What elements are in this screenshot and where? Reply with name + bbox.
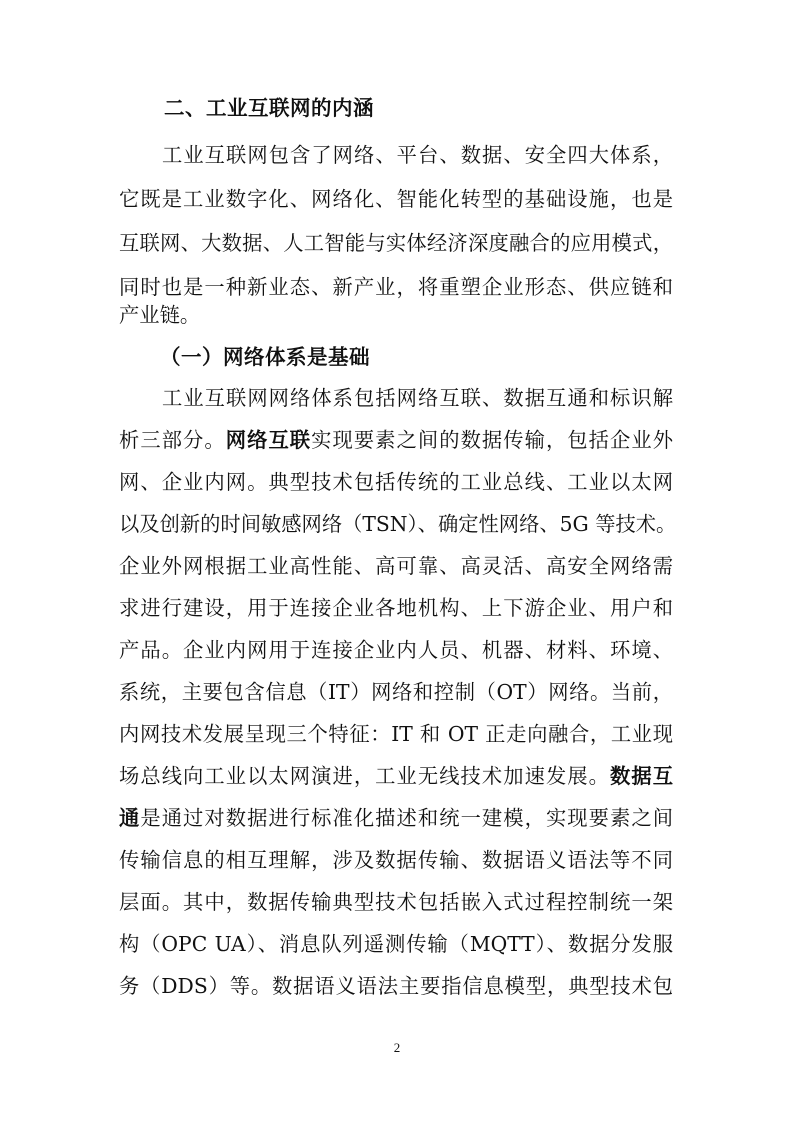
section-heading: 二、工业互联网的内涵 [164,96,374,120]
paragraph-line: 产业链。 [119,303,201,327]
paragraph-line: 产品。企业内网用于连接企业内人员、机器、材料、环境、 [119,638,673,662]
paragraph-line: 传输信息的相互理解，涉及数据传输、数据语义语法等不同 [119,848,673,872]
paragraph-line: 构（OPC UA）、消息队列遥测传输（MQTT）、数据分发服 [119,932,673,956]
line-text: 析三部分。 [119,428,226,452]
paragraph-line [119,425,673,455]
bold-term-data-interoperability-end: 通 [119,806,141,830]
paragraph-line: 工业互联网包含了网络、平台、数据、安全四大体系， [162,143,673,167]
line-text: 实现要素之间的数据传输，包括企业外 [311,428,673,452]
paragraph-line: 以及创新的时间敏感网络（TSN）、确定性网络、5G 等技术。 [119,512,677,536]
subsection-heading: （一）网络体系是基础 [160,345,370,369]
paragraph-line [119,761,673,791]
paragraph-line: 互联网、大数据、人工智能与实体经济深度融合的应用模式， [119,231,673,255]
bold-term-data-interoperability: 数据互 [610,764,673,788]
paragraph-line [119,803,673,833]
paragraph-line: 求进行建设，用于连接企业各地机构、上下游企业、用户和 [119,596,673,620]
paragraph-line: 工业互联网网络体系包括网络互联、数据互通和标识解 [162,386,673,410]
paragraph-line: 系统，主要包含信息（IT）网络和控制（OT）网络。当前， [119,680,673,704]
line-text: 是通过对数据进行标准化描述和统一建模，实现要素之间 [140,806,673,830]
bold-term-network-interconnection: 网络互联 [225,428,312,452]
paragraph-line: 它既是工业数字化、网络化、智能化转型的基础设施，也是 [119,187,673,211]
paragraph-line: 层面。其中，数据传输典型技术包括嵌入式过程控制统一架 [119,890,673,914]
paragraph-line: 网、企业内网。典型技术包括传统的工业总线、工业以太网 [119,470,673,494]
paragraph-line: 务（DDS）等。数据语义语法主要指信息模型，典型技术包 [119,974,673,998]
paragraph-line: 企业外网根据工业高性能、高可靠、高灵活、高安全网络需 [119,554,673,578]
page-number: 2 [393,1040,401,1055]
paragraph-line: 同时也是一种新业态、新产业，将重塑企业形态、供应链和 [119,275,673,299]
paragraph-line: 内网技术发展呈现三个特征：IT 和 OT 正走向融合，工业现 [119,722,673,746]
line-text: 场总线向工业以太网演进，工业无线技术加速发展。 [119,764,610,788]
